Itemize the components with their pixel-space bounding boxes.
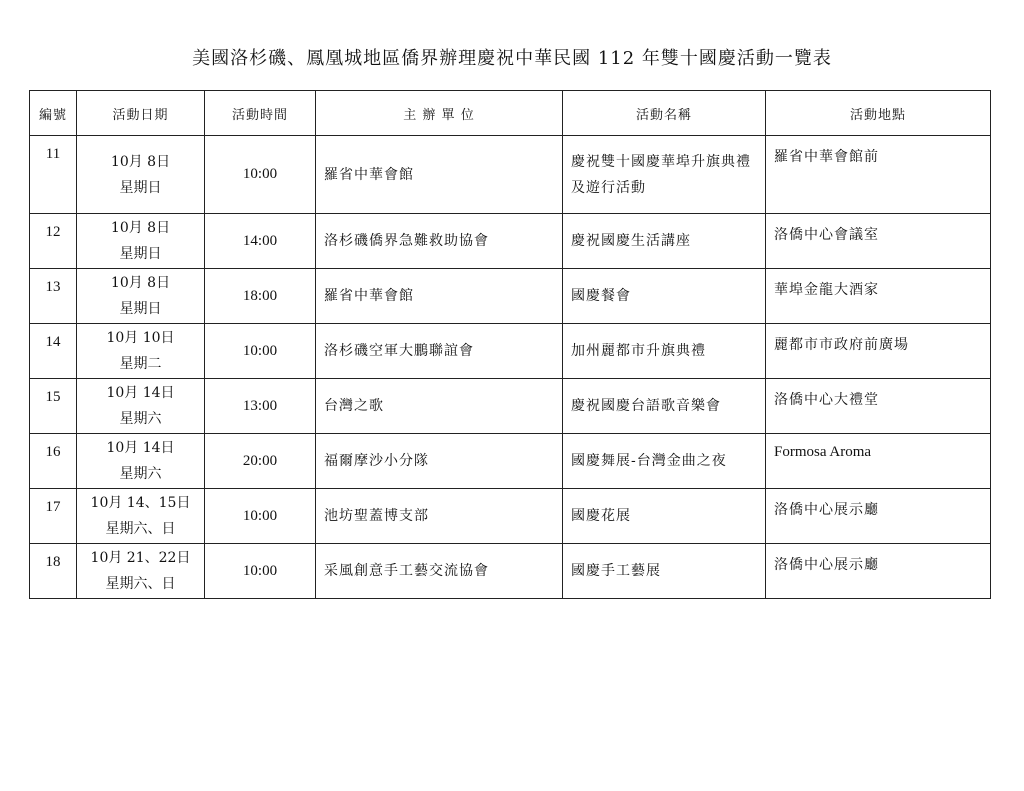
- cell-date: [77, 324, 205, 379]
- cell-date: [77, 269, 205, 324]
- cell-time: 18:00: [205, 269, 316, 324]
- cell-no: 18: [30, 544, 77, 599]
- cell-time: 10:00: [205, 324, 316, 379]
- cell-venue: 華埠金龍大酒家: [766, 269, 991, 324]
- cell-time: 14:00: [205, 214, 316, 269]
- cell-organizer: 采風創意手工藝交流協會: [316, 544, 563, 599]
- table-row: [30, 544, 991, 599]
- cell-date: [77, 544, 205, 599]
- header-organizer: 主 辦 單 位: [316, 91, 563, 136]
- cell-organizer: 洛杉磯空軍大鵬聯誼會: [316, 324, 563, 379]
- header-venue: 活動地點: [766, 91, 991, 136]
- header-date: 活動日期: [77, 91, 205, 136]
- cell-venue: 洛僑中心會議室: [766, 214, 991, 269]
- cell-date: [77, 136, 205, 214]
- weekday-text: 星期日: [119, 301, 162, 317]
- cell-activity-name: 國慶舞展-台灣金曲之夜: [563, 434, 766, 489]
- weekday-text: 星期日: [119, 179, 162, 196]
- date-text: 10月 21、22日: [90, 550, 191, 566]
- header-no: 編號: [30, 91, 77, 136]
- cell-no: 14: [30, 324, 77, 379]
- table-row: [30, 214, 991, 269]
- cell-venue: 洛僑中心展示廳: [766, 489, 991, 544]
- date-text: 10月 14日: [106, 440, 175, 456]
- weekday-text: 星期六: [119, 411, 162, 427]
- cell-activity-name: 國慶手工藝展: [563, 544, 766, 599]
- cell-no: 11: [30, 136, 77, 214]
- weekday-text: 星期日: [119, 246, 162, 262]
- cell-venue: Formosa Aroma: [766, 434, 991, 489]
- cell-organizer: 羅省中華會館: [316, 136, 563, 214]
- table-row: [30, 434, 991, 489]
- cell-date: [77, 214, 205, 269]
- table-row: [30, 136, 991, 214]
- cell-date: [77, 379, 205, 434]
- table-header-row: [30, 91, 991, 136]
- header-time: 活動時間: [205, 91, 316, 136]
- cell-venue: 洛僑中心大禮堂: [766, 379, 991, 434]
- cell-time: 13:00: [205, 379, 316, 434]
- cell-activity-name: 國慶花展: [563, 489, 766, 544]
- cell-activity-name: 慶祝國慶生活講座: [563, 214, 766, 269]
- table-row: [30, 379, 991, 434]
- cell-time: 10:00: [205, 489, 316, 544]
- cell-activity-name: 加州麗都市升旗典禮: [563, 324, 766, 379]
- weekday-text: 星期六、日: [105, 521, 176, 537]
- weekday-text: 星期二: [119, 356, 162, 372]
- cell-time: 20:00: [205, 434, 316, 489]
- table-row: [30, 324, 991, 379]
- cell-no: 12: [30, 214, 77, 269]
- table-row: [30, 489, 991, 544]
- cell-organizer: 羅省中華會館: [316, 269, 563, 324]
- cell-activity-name: 國慶餐會: [563, 269, 766, 324]
- cell-organizer: 池坊聖蓋博支部: [316, 489, 563, 544]
- activity-table: [29, 90, 991, 599]
- date-text: 10月 8日: [110, 220, 171, 236]
- cell-organizer: 福爾摩沙小分隊: [316, 434, 563, 489]
- cell-activity-name: 慶祝雙十國慶華埠升旗典禮及遊行活動: [563, 136, 766, 214]
- table-row: [30, 269, 991, 324]
- date-text: 10月 8日: [110, 275, 171, 291]
- date-text: 10月 14、15日: [90, 495, 191, 511]
- cell-time: 10:00: [205, 544, 316, 599]
- cell-no: 16: [30, 434, 77, 489]
- cell-no: 13: [30, 269, 77, 324]
- cell-venue: 麗都市市政府前廣場: [766, 324, 991, 379]
- cell-date: [77, 489, 205, 544]
- cell-activity-name: 慶祝國慶台語歌音樂會: [563, 379, 766, 434]
- cell-no: 15: [30, 379, 77, 434]
- cell-organizer: 洛杉磯僑界急難救助協會: [316, 214, 563, 269]
- cell-no: 17: [30, 489, 77, 544]
- cell-date: [77, 434, 205, 489]
- date-text: 10月 8日: [110, 153, 171, 170]
- date-text: 10月 10日: [106, 330, 175, 346]
- cell-venue: 羅省中華會館前: [766, 136, 991, 214]
- cell-organizer: 台灣之歌: [316, 379, 563, 434]
- document-title: 美國洛杉磯、鳳凰城地區僑界辦理慶祝中華民國 112 年雙十國慶活動一覽表: [192, 48, 832, 69]
- cell-time: 10:00: [205, 136, 316, 214]
- weekday-text: 星期六、日: [105, 576, 176, 592]
- cell-venue: 洛僑中心展示廳: [766, 544, 991, 599]
- weekday-text: 星期六: [119, 466, 162, 482]
- header-activity-name: 活動名稱: [563, 91, 766, 136]
- date-text: 10月 14日: [106, 385, 175, 401]
